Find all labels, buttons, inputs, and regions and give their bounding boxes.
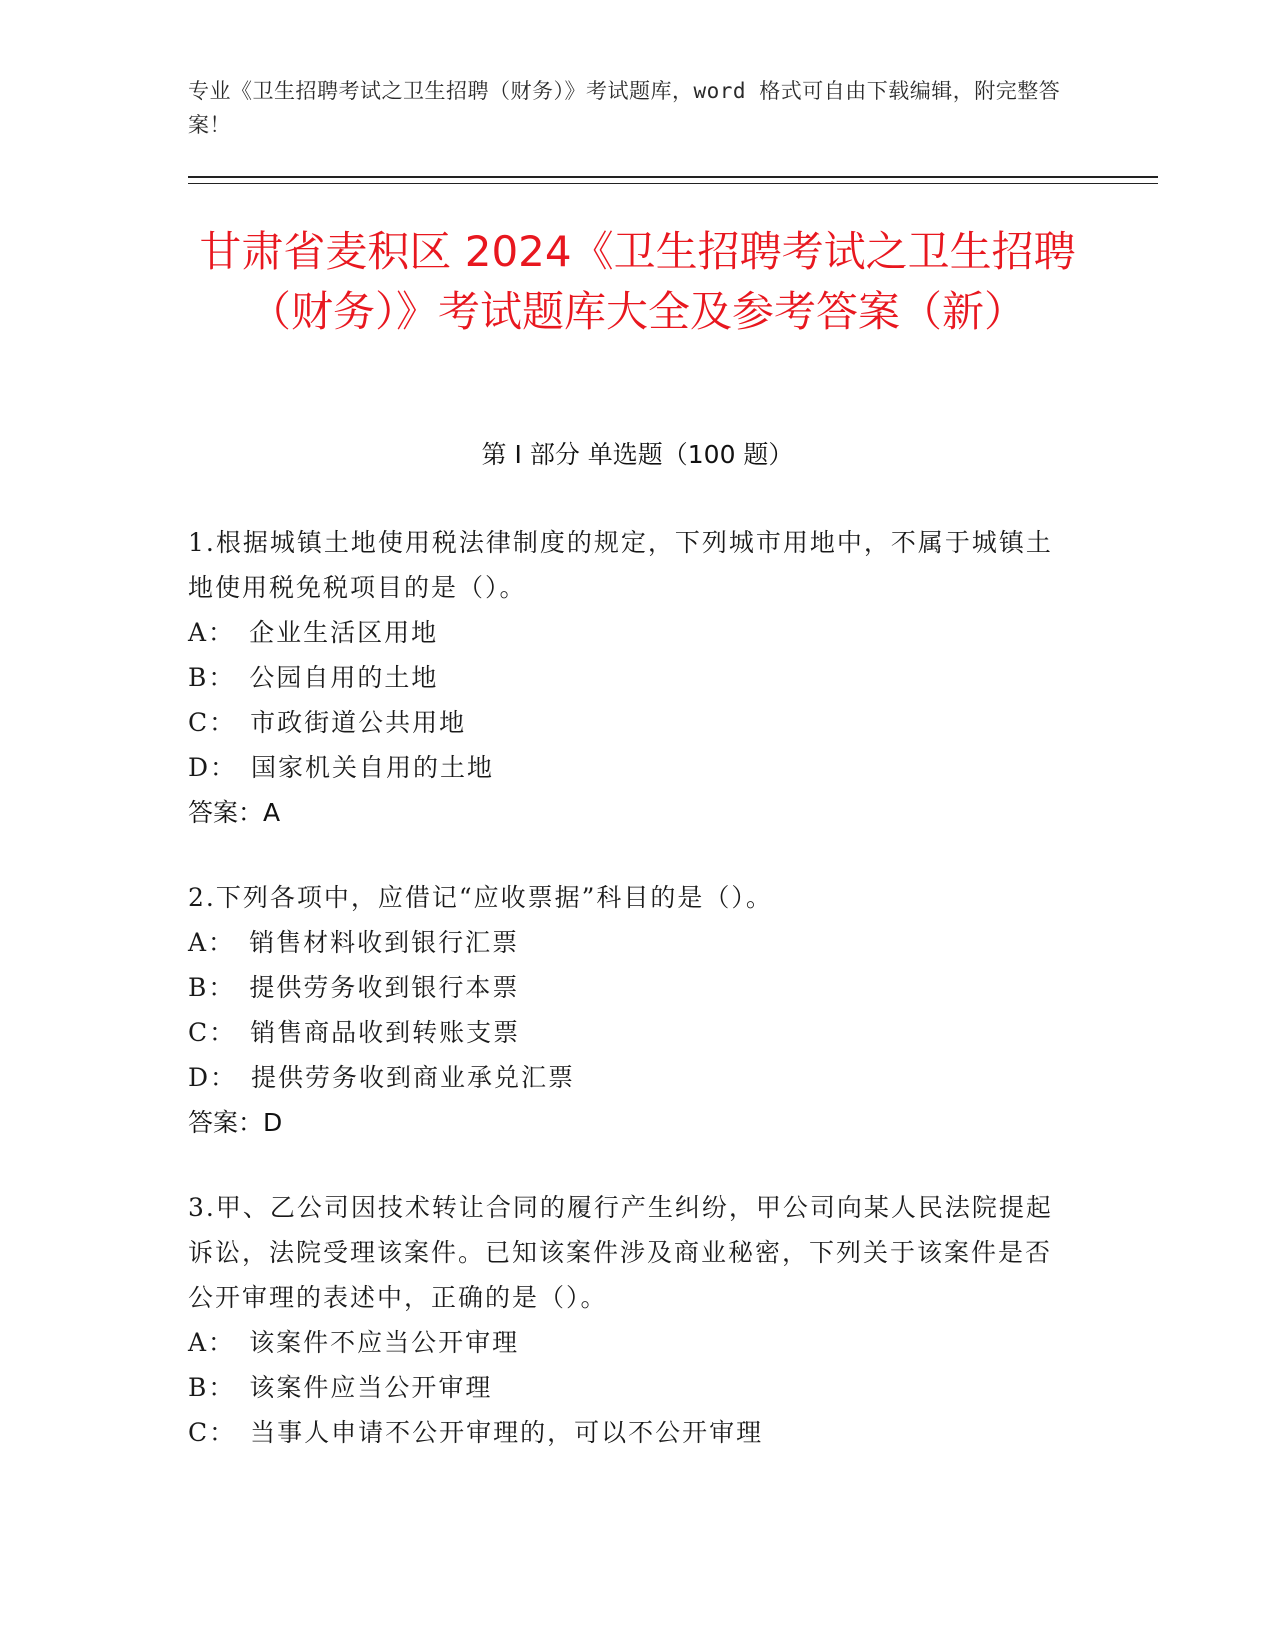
option-b (188, 655, 1068, 700)
option-key: A： (188, 618, 236, 647)
option-text: 该案件不应当公开审理 (249, 1328, 520, 1357)
option-c (188, 1410, 1068, 1455)
option-a (188, 1320, 1068, 1365)
answer-line: 答案：D (188, 1108, 283, 1137)
option-text: 提供劳务收到银行本票 (249, 973, 520, 1002)
option-b (188, 1365, 1068, 1410)
option-text: 企业生活区用地 (249, 618, 439, 647)
option-a (188, 610, 1068, 655)
question-stem: 2.下列各项中，应借记“应收票据”科目的是（）。 (188, 883, 773, 912)
option-d (188, 745, 1068, 790)
option-c (188, 700, 1068, 745)
question-3 (188, 1185, 1068, 1455)
option-key: C： (188, 1018, 237, 1047)
option-text: 当事人申请不公开审理的，可以不公开审理 (250, 1418, 764, 1447)
option-text: 国家机关自用的土地 (251, 753, 495, 782)
option-key: B： (188, 663, 236, 692)
option-text: 公园自用的土地 (249, 663, 439, 692)
answer-line: 答案：A (188, 798, 281, 827)
option-key: C： (188, 708, 237, 737)
option-text: 提供劳务收到商业承兑汇票 (251, 1063, 576, 1092)
option-key: B： (188, 1373, 236, 1402)
option-c (188, 1010, 1068, 1055)
option-key: C： (188, 1418, 237, 1447)
option-b (188, 965, 1068, 1010)
option-a (188, 920, 1068, 965)
option-key: D： (188, 1063, 238, 1092)
option-d (188, 1055, 1068, 1100)
header-note: 专业《卫生招聘考试之卫生招聘（财务）》考试题库，word 格式可自由下载编辑，附完整答案！ (188, 79, 1061, 137)
option-text: 该案件应当公开审理 (249, 1373, 493, 1402)
question-list (188, 520, 1068, 1495)
option-text: 销售商品收到转账支票 (250, 1018, 521, 1047)
header-rule-thin (188, 183, 1158, 184)
question-1 (188, 520, 1068, 835)
question-stem: 3.甲、乙公司因技术转让合同的履行产生纠纷，甲公司向某人民法院提起诉讼，法院受理该案件。已知该案件涉及商业秘密，下列关于该案件是否公开审理的表述中，正确的是（）。 (188, 1193, 1053, 1312)
header-rule-thick (188, 176, 1158, 178)
option-text: 销售材料收到银行汇票 (249, 928, 520, 957)
option-key: A： (188, 928, 236, 957)
document-title: 甘肃省麦积区 2024《卫生招聘考试之卫生招聘（财务）》考试题库大全及参考答案（新） (199, 227, 1076, 336)
question-2 (188, 875, 1068, 1145)
option-key: B： (188, 973, 236, 1002)
option-text: 市政街道公共用地 (250, 708, 467, 737)
option-key: D： (188, 753, 238, 782)
question-stem: 1.根据城镇土地使用税法律制度的规定，下列城市用地中，不属于城镇土地使用税免税项目的是（）。 (188, 528, 1053, 602)
section-heading: 第 I 部分 单选题（100 题） (481, 440, 794, 469)
option-key: A： (188, 1328, 236, 1357)
